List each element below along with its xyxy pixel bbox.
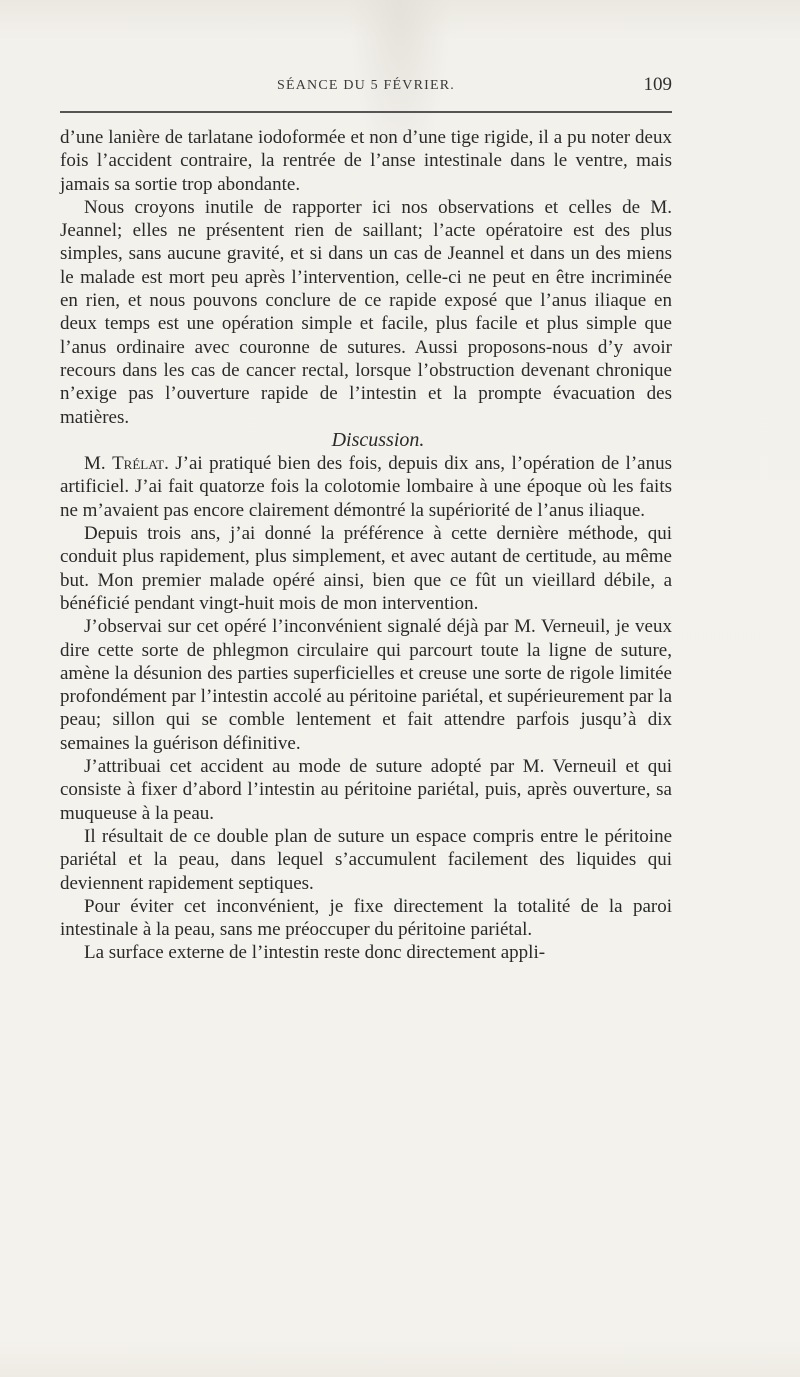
paragraph: J’observai sur cet opéré l’inconvénient signalé déjà par M. Verneuil, je veux dire cette sorte de phlegmon circulaire qui parcourt toute la ligne de suture, amène la désunion des parties superficielles et creuse une sorte de rigole limitée profondément par l’intestin accolé au péritoine pariétal, et supérieurement par la peau; sillon qui se comble lentement et fait attendre parfois jusqu’à dix semaines la guérison définitive.	[60, 616, 672, 754]
discussion-paragraph	[60, 452, 672, 522]
speaker-prefix: M.	[84, 453, 106, 475]
paragraph: J’attribuai cet accident au mode de suture adopté par M. Verneuil et qui consiste à fixer d’abord l’intestin au péritoine pariétal, puis, après ouverture, sa muqueuse à la peau.	[60, 756, 672, 824]
page-number: 109	[643, 74, 672, 95]
paragraph: d’une lanière de tarlatane iodoformée et non d’une tige rigide, il a pu noter deux fois l’accident contraire, la rentrée de l’anse intestinale dans le ventre, mais jamais sa sortie trop abondante.	[60, 127, 672, 195]
running-title: SÉANCE DU 5 FÉVRIER.	[276, 78, 455, 93]
paragraph: Il résultait de ce double plan de suture un espace compris entre le péritoine pariétal et la peau, dans lequel s’accumulent facilement des liquides qui deviennent rapidement septiques.	[60, 825, 672, 894]
page-body	[60, 126, 672, 965]
paragraph: Pour éviter cet inconvénient, je fixe directement la totalité de la paroi intestinale à la peau, sans me préoccuper du péritoine pariétal.	[60, 895, 672, 941]
paragraph: Nous croyons inutile de rapporter ici nos observations et celles de M. Jeannel; elles ne présentent rien de saillant; l’acte opératoire est des plus simples, sans aucune gravité, et si dans un cas de Jeannel et dans un des miens le malade est mort peu après l’intervention, celle-ci ne peut en être incriminée en rien, et nous pouvons conclure de ce rapide exposé que l’anus iliaque en deux temps est une opération simple et facile, plus facile et plus simple que l’anus ordinaire avec couronne de sutures. Aussi proposons-nous d’y avoir recours dans les cas de cancer rectal, lorsque l’obstruction devenant chronique n’exige pas l’ouverture rapide de l’intestin et la prompte évacuation des matières.	[60, 196, 672, 428]
paragraph: Depuis trois ans, j’ai donné la préférence à cette dernière méthode, qui conduit plus rapidement, plus simplement, et avec autant de certitude, au même but. Mon premier malade opéré ainsi, bien que ce fût un vieillard débile, a bénéficié pendant vingt-huit mois de mon intervention.	[60, 523, 672, 614]
paragraph: La surface externe de l’intestin reste donc directement appli-	[84, 942, 546, 964]
section-heading: Discussion.	[331, 428, 425, 451]
header-rule	[60, 111, 672, 113]
speaker-name: Trélat.	[112, 453, 169, 475]
discussion-text: J’ai pratiqué bien des fois, depuis dix ans, l’opération de l’anus artificiel. J’ai fait quatorze fois la colotomie lombaire à une époque où les faits ne m’avaient pas encore clairement démontré la supériorité de l’anus iliaque.	[60, 453, 672, 521]
page-header	[60, 74, 672, 104]
